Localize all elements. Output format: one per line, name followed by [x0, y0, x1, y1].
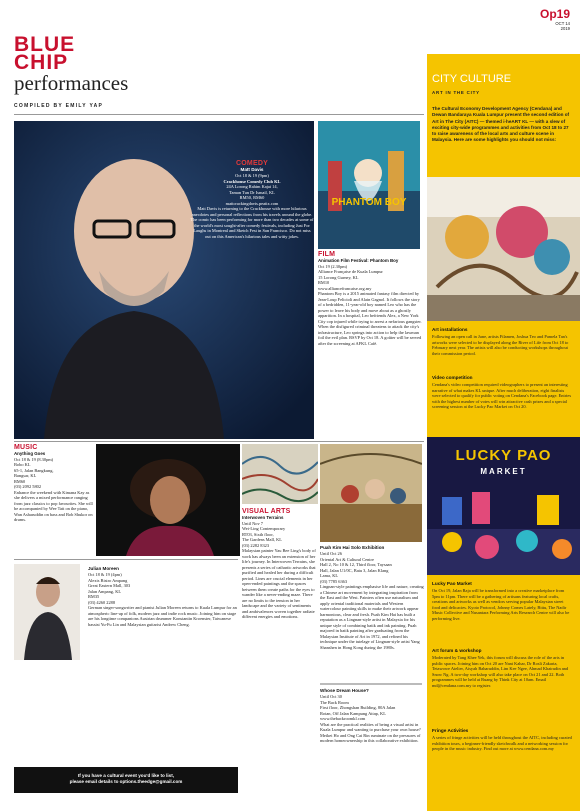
- visual-arts-phone: (03) 2282 8323: [242, 542, 270, 548]
- comedy-name: Matt Davis: [240, 167, 264, 172]
- city-culture-title: CITY CULTURE: [432, 73, 512, 85]
- puah-artwork-image: [320, 444, 422, 542]
- julian-venue: Alexis Bistro Ampang: [88, 577, 128, 583]
- artwork-photo: [242, 444, 318, 504]
- visual-arts-address2: The Gardens Mall, KL: [242, 537, 282, 542]
- music-title: Anything Goes: [14, 451, 46, 456]
- film-listing: [318, 251, 422, 346]
- lucky-pao-heading: Lucky Pao Market: [432, 581, 472, 586]
- puah-address1: Hall 2, No 10 & 12, Third floor, Taysaan: [320, 562, 392, 567]
- visual-arts-title: Interwoven Terrains: [242, 515, 284, 520]
- dream-title: Whose Dream House?: [320, 688, 369, 693]
- music-category: MUSIC: [14, 444, 38, 451]
- compiled-by: COMPILED BY EMILY YAP: [14, 103, 104, 109]
- music-divider: [14, 441, 424, 442]
- issue-number: Op19: [539, 7, 570, 21]
- dream-web[interactable]: www.thebackroomkl.com: [320, 716, 366, 721]
- art-installation-photo: [427, 177, 580, 321]
- comedy-address1: 24A Lorong Rahim Kajai 14,: [226, 184, 278, 189]
- comedy-venue: Crackhouse Comedy Club KL: [223, 178, 281, 184]
- dream-listing: [320, 688, 424, 744]
- fringe-heading: Fringe Activities: [432, 728, 469, 733]
- poster-subtitle: MARKET: [480, 467, 527, 476]
- dream-body: What are the practical realities of being a visual artist in Kuala Lumpur and wanting to purchase your own house? Meikei Ho and Ong Cai Rin ruminate on the pressures of modern homeownership in this collaborative exhibition.: [320, 721, 421, 743]
- footer-line1: If you have a cultural event you'd like to list,: [77, 773, 175, 778]
- puah-body: Lingnan-style paintings emphasise life and nature, creating a Chinese art movement by integrating inspiration from the East and the West. Painters often use naturalism and apply oriental traditional materials and Western watercolour painting skills to make their artwork appear harmonious, clear and fresh. Puah Kim Hai has built a reputation as a Lingnan-style artist in Malaysia for his unique style of combining batik and ink painting. Puah majored in batik painting after graduating from the Malaysian Institute of Art in 1972, and refined his technique under the tutelage of Lingnan-style artist Yang Shanshen in Hong Kong during the 1980s.: [320, 584, 424, 650]
- puah-address3: Lama, KL: [320, 573, 339, 578]
- music-venue: Bobo KL: [14, 462, 31, 467]
- issue-year: 2019: [560, 26, 570, 31]
- title-line3: performances: [14, 71, 129, 95]
- phantom-boy-image: [318, 121, 420, 249]
- julian-listing: [88, 566, 238, 627]
- comedy-price: RM50, RM60: [239, 195, 265, 200]
- puah-venue: Oriental Art & Cultural Centre: [320, 556, 374, 562]
- installation-image: [427, 177, 580, 321]
- dream-address2: Rotan, Off Jalan Kampung Attap, KL: [320, 710, 386, 716]
- julian-price: RM35: [88, 594, 100, 599]
- visual-arts-listing: [242, 508, 318, 620]
- video-competition-heading: Video competition: [432, 375, 473, 380]
- film-date: Oct 19 (2.30pm): [318, 263, 348, 269]
- comedy-address2: Taman Tun Dr Ismail, KL: [229, 189, 275, 195]
- music-phone: (03) 2092 5802: [14, 484, 42, 489]
- art-forum-body: Moderated by Tang Khee Yek, this forum will discuss the role of the arts in public spaces. Joining him on Oct 20 are Nani Kahar, Dr Rosli Zakaria, Tetawowe Atelier, Aisyah Baharuddin, Lim Kee Ngee, Ahmad Khairudin and Snow Ng. A two-day workshop will also take place on Oct 21 and 22. Both programmes will be held at Ruang by Think City at 10am. Email md@cendana.com.my to register.: [432, 655, 569, 688]
- visual-arts-category: VISUAL ARTS: [242, 508, 291, 515]
- film-category: FILM: [318, 251, 336, 258]
- comedy-web[interactable]: mattcrackingdavis.peatix.com: [225, 200, 279, 206]
- music-date: Oct 18 & 19 (8.30pm): [14, 456, 54, 462]
- art-forum-heading: Art forum & workshop: [432, 648, 482, 653]
- film-address: 15 Lorong Gurney, KL: [318, 274, 359, 280]
- julian-title: Julian Moreen: [88, 566, 119, 571]
- dream-address1: First floor, Zhongshan Building, 80A Jalan: [320, 705, 396, 710]
- puah-until: Until Oct 26: [320, 551, 342, 556]
- film-body: Phantom Boy is a 2015 animated fantasy film directed by Jean-Loup Felicioli and Alain Gagnol. It follows the story of a bedridden, 11-year-old boy named Leo who has the power to leave his body and move about as a ghostly apparition. In a hospital, Leo befriends Alex, a New York City cop injured while trying to arrest a nefarious gangster. When the disfigured criminal threatens to attack the city's infrastructure, Leo springs into action to help the lawman foil the evil plan. RSVP by Oct 18. A goûter will be served after the screening at AFKL Café.: [318, 291, 422, 346]
- puah-painting: [320, 444, 422, 542]
- puah-listing: [320, 545, 424, 650]
- poster-title: LUCKY PAO: [455, 447, 552, 464]
- julian-address1: Great Eastern Mall, 303: [88, 583, 131, 588]
- comedy-category: COMEDY: [236, 160, 268, 167]
- julian-photo: [14, 564, 80, 660]
- issue-date: OCT 14: [555, 21, 570, 26]
- puah-address2: Hall, Jalan U1/0C, Batu 3, Jalan Klang: [320, 567, 389, 573]
- footer-bar: [14, 767, 238, 793]
- comedy-body: Matt Davis is returning to the Crackhouse with more hilarious anecdotes and personal reflections from his travels around the globe. The comic has been performing for more than two decades at some of the world's most sought-after comedy festivals, including Just For Laughs in Montreal and Sketch Fest in San Francisco. Do not miss out on this American's hilarious tales and witty jokes.: [190, 206, 314, 239]
- art-installations-body: Following an open call in June, artists Filamen, Joshua Teo and Pamela Tan's artworks were selected to be displayed along the River of Life from Oct 18 to February next year. The artists will also be conducting workshops throughout their commission period.: [432, 334, 569, 356]
- music-photo: [96, 444, 240, 556]
- city-intro: The Cultural Economy Development Agency (Cendana) and Dewan Bandaraya Kuala Lumpur present the second edition of Art in The City (AITC) — themed i·heART KL — with a slew of exciting city-wide programmes and activities from Oct 18 to 27 to raise awareness of the local arts and culture scene in Malaysia. Here are some highlights you should not miss:: [432, 106, 570, 143]
- julian-moreen-image: [14, 564, 80, 660]
- visual-arts-venue: Wei-Ling Contemporary: [242, 526, 286, 531]
- film-price: RM10: [318, 280, 330, 285]
- dream-divider: [320, 683, 422, 685]
- visual-arts-body: Malaysian painter Yau Bee Ling's body of work has always been an extension of her life's journey. In Interwoven Terrains, she presents a series of cathartic artworks that purified and healed her during a difficult period. Lines are crucial elements in her open-ended paintings and the spaces between them create paths for the eyes to wander like a never-ending maze. There are no limits to the tension in her landscape and the variety of sentiments and ambivalences woven together radiate different energies and emotions.: [242, 548, 316, 619]
- city-culture-subtitle: ART IN THE CITY: [432, 90, 480, 95]
- art-installations-heading: Art installations: [432, 327, 468, 332]
- music-listing: [14, 444, 94, 523]
- kimana-kay-image: [96, 444, 240, 556]
- julian-body: German singer-songwriter and pianist Julian Moreen returns to Kuala Lumpur for an atmospheric line-up of folk, modern jazz and indie rock music. Joining him on stage are his longtime companions Austrian drummer Konstantin Kroenster, Taiwanese bassist Yu-Fu Lin and Malaysian guitarist Andrew Cheng.: [88, 605, 237, 627]
- comedy-date: Oct 18 & 19 (9pm): [235, 173, 269, 178]
- interwoven-artwork-image: [242, 444, 318, 504]
- julian-divider: [14, 559, 238, 560]
- comedy-listing: [190, 160, 314, 239]
- page-title: [14, 33, 214, 95]
- video-competition-body: Cendana's video competition required videographers to present an interesting narrative of what makes KL unique. After much deliberation, eight finalists were selected to qualify for public voting on Cendana's Facebook page. Entries with the highest number of votes will win attractive cash prizes and a special screening session at the Lucky Pao Market on Oct 20.: [432, 382, 572, 409]
- visual-arts-address1: RT03, Sixth floor,: [242, 531, 274, 537]
- city-culture-sidebar: [427, 0, 580, 811]
- music-address1: 65-1, Jalan Bangkung,: [14, 467, 54, 473]
- puah-phone: (03) 7785 6363: [320, 578, 348, 584]
- music-body: Enhance the weekend with Kimana Kay as she delivers a mixed performance ranging from jazz classics to pop favourites. She will be accompanied by Wee Tatt on the piano, Wan Asharuddin on bass and Bob Shukor on drums.: [14, 489, 93, 522]
- music-price: RM60: [14, 478, 26, 484]
- film-web[interactable]: www.alliancefrancaise.org.my: [318, 285, 372, 291]
- header-divider: [14, 114, 424, 115]
- title-line2: CHIP: [14, 51, 69, 74]
- visual-arts-until: Until Nov 7: [242, 520, 263, 526]
- film-title: Animation Film Festival: Phantom Boy: [318, 258, 399, 263]
- footer-line2[interactable]: please email details to options.theedge@gmail.com: [69, 779, 183, 784]
- lucky-pao-body: On Oct 19, Jalan Raja will be transformed into a creative marketplace from 5pm to 11pm. There will be a gathering of artisans featuring local crafts, creations and artworks as well as vendors serving popular Malaysian street food and delicacies. Kyoto Protocol, Johnny Comes Lately, Bittu, The Nadir Music Collective and Nusantara Performing Arts Research Centre will also be performing live.: [432, 588, 570, 621]
- lucky-pao-poster: [427, 437, 580, 575]
- dream-venue: The Back Room: [320, 699, 349, 705]
- music-address2: Bangsar, KL: [14, 473, 37, 478]
- film-poster-title: PHANTOM BOY: [331, 197, 407, 208]
- dream-until: Until Oct 30: [320, 694, 342, 699]
- puah-title: Puah Kim Hai Solo Exhibition: [320, 545, 385, 550]
- fringe-body: A series of fringe activities will be held throughout the AITC, including curated exhibition tours, a beginner-friendly sketchwalk and a networking session for people in the music industry. Find out more at www.cendana.com.my: [432, 735, 572, 751]
- film-poster: [318, 121, 420, 249]
- julian-phone: (03) 4260 2288: [88, 599, 116, 605]
- title-line1: BLUE: [14, 33, 76, 56]
- film-venue: Alliance Française de Kuala Lumpur: [318, 269, 383, 274]
- julian-date: Oct 18 & 19 (4pm): [88, 572, 122, 577]
- julian-address2: Jalan Ampang, KL: [88, 588, 122, 594]
